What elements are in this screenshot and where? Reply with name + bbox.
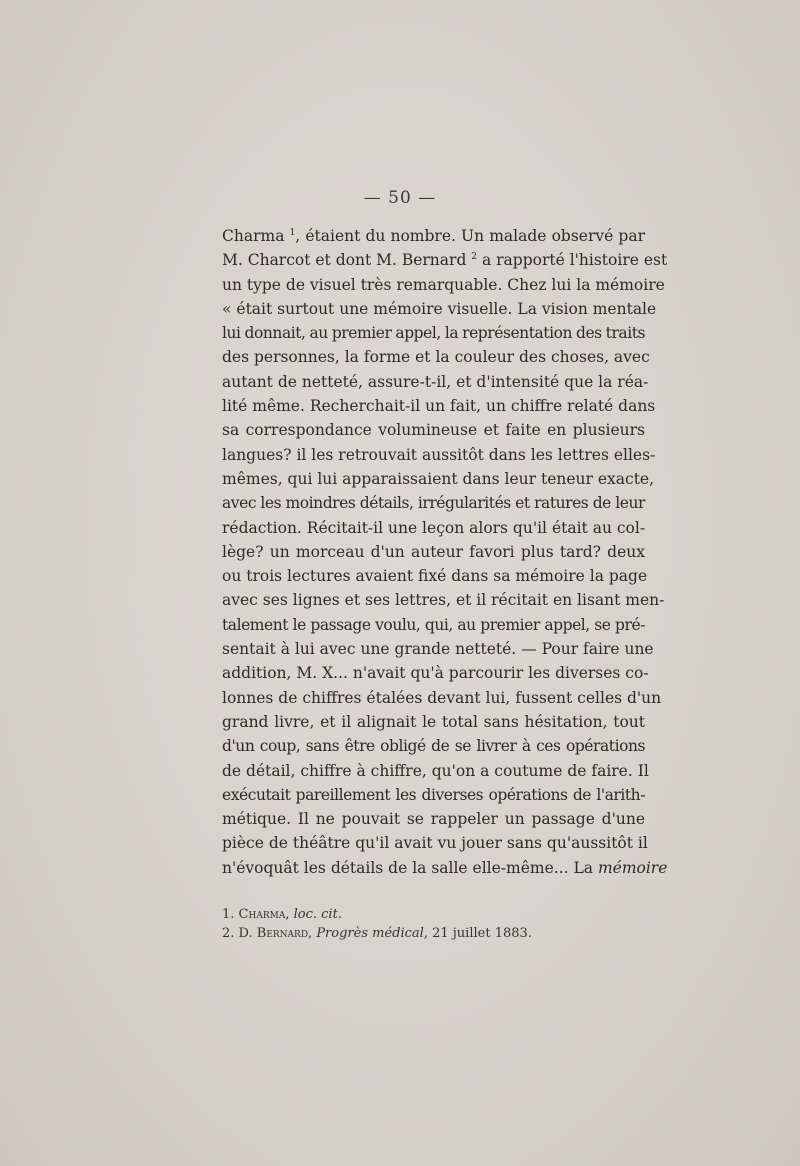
text-line: Charma $^1$, étaient du nombre. Un malade observé par (222, 227, 645, 245)
page-number: — 50 — (363, 188, 437, 208)
text-line: grand livre, et il alignait le total sans hésitation, tout (222, 712, 645, 731)
text-line: mêmes, qui lui apparaissaient dans leur teneur exacte, (222, 469, 655, 488)
footnotes (222, 905, 645, 943)
text-line: de détail, chiffre à chiffre, qu'on a coutume de faire. Il (222, 761, 649, 780)
text-line: lui donnait, au premier appel, la représentation des traits (222, 324, 645, 343)
text-line: autant de netteté, assure-t-il, et d'intensité que la réa- (222, 372, 649, 391)
footnote: 1. Charma, loc. cit. (222, 907, 342, 922)
text-line: rédaction. Récitait-il une leçon alors qu'il était au col- (222, 518, 646, 537)
text-line: des personnes, la forme et la couleur des choses, avec (222, 348, 650, 367)
text-line: sa correspondance volumineuse et faite en plusieurs (222, 421, 645, 440)
text-line: lège? un morceau d'un auteur favori plus tard? deux (222, 542, 645, 561)
footnote: 2. D. Bernard, Progrès médical, 21 juillet 1883. (222, 926, 532, 941)
text-line: M. Charcot et dont M. Bernard $^2$ a rapporté l'histoire est (222, 251, 668, 270)
text-line: d'un coup, sans être obligé de se livrer à ces opérations (222, 737, 645, 756)
text-line: addition, M. X... n'avait qu'à parcourir les diverses co- (222, 664, 649, 683)
footnote-ref: 1 (289, 227, 296, 238)
text-line: avec les moindres détails, irrégularités et ratures de leur (222, 494, 645, 513)
footnote-ref: 2 (471, 252, 478, 263)
text-line: un type de visuel très remarquable. Chez lui la mémoire (222, 275, 665, 294)
text-line: sentait à lui avec une grande netteté. — Pour faire une (222, 640, 654, 659)
text-line: lonnes de chiffres étalées devant lui, fussent celles d'un (222, 688, 662, 707)
text-line: métique. Il ne pouvait se rappeler un passage d'une (222, 810, 645, 829)
body-text (222, 224, 668, 880)
text-line: avec ses lignes et ses lettres, et il récitait en lisant men- (222, 591, 665, 610)
text-line: lité même. Recherchait-il un fait, un chiffre relaté dans (222, 397, 656, 416)
text-line: langues? il les retrouvait aussitôt dans les lettres elles- (222, 445, 656, 464)
text-line: pièce de théâtre qu'il avait vu jouer sans qu'aussitôt il (222, 834, 648, 853)
text-line: « était surtout une mémoire visuelle. La vision mentale (222, 299, 657, 318)
text-line: n'évoquât les détails de la salle elle-même... La mémoire (222, 858, 668, 877)
text-line: talement le passage voulu, qui, au premier appel, se pré- (222, 615, 645, 634)
text-line: ou trois lectures avaient fixé dans sa mémoire la page (222, 567, 648, 586)
text-line: exécutait pareillement les diverses opérations de l'arith- (222, 785, 645, 804)
